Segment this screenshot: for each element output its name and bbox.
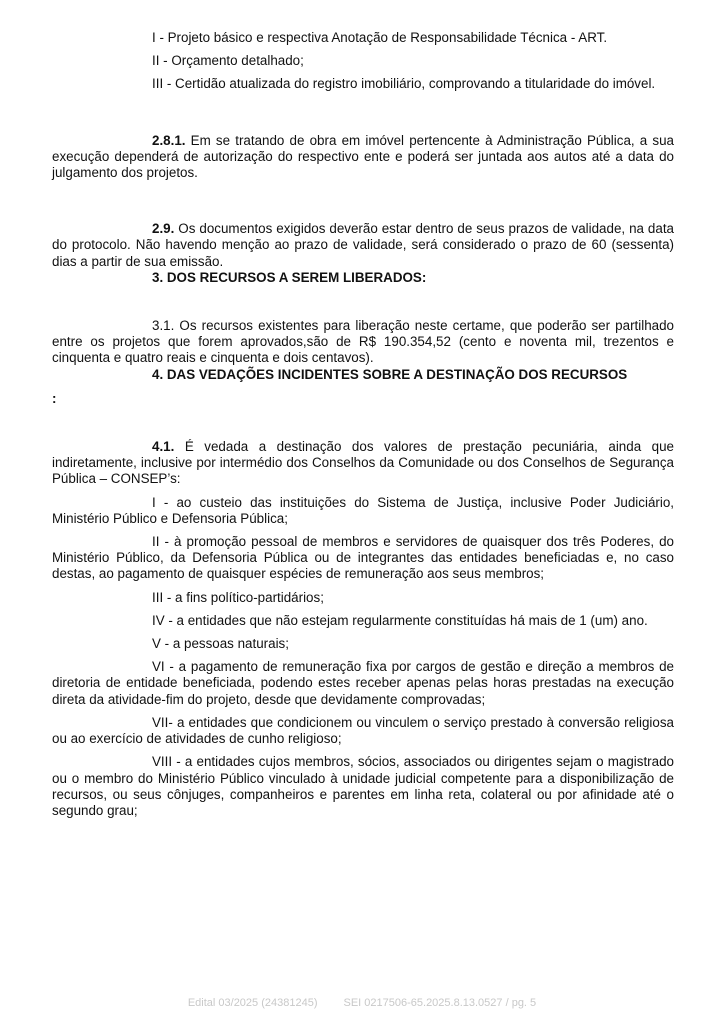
paragraph-text: Os documentos exigidos deverão estar dentro de seus prazos de validade, na data do protocolo. Não havendo menção ao prazo de validade, será considerado o prazo de 60 (sessenta) dias a partir de sua emissão. xyxy=(52,221,674,269)
list-item-iii: III - a fins político-partidários; xyxy=(152,589,324,605)
list-item-i: I - ao custeio das instituições do Sistema de Justiça, inclusive Poder Judiciário, Ministério Público e Defensoria Pública; xyxy=(52,494,674,526)
paragraph-2-9 xyxy=(52,221,674,270)
paragraph-2-8-1 xyxy=(52,133,674,182)
section-3-heading: 3. DOS RECURSOS A SEREM LIBERADOS: xyxy=(152,269,427,285)
item-ii-orcamento: II - Orçamento detalhado; xyxy=(152,53,304,69)
list-item-vi: VI - a pagamento de remuneração fixa por cargos de gestão e direção a membros de diretoria de entidade beneficiada, podendo estes receber apenas pelas horas prestadas na execução direta da atividade-fim do projeto, desde que devidamente comprovadas; xyxy=(52,659,674,707)
footer-edital: Edital 03/2025 (24381245) xyxy=(187,997,318,1009)
item-i-art: I - Projeto básico e respectiva Anotação de Responsabilidade Técnica - ART. xyxy=(152,30,608,45)
section-4-heading: 4. DAS VEDAÇÕES INCIDENTES SOBRE A DESTINAÇÃO DOS RECURSOS xyxy=(152,366,628,382)
document-body xyxy=(52,30,674,819)
section-number: 4.1. xyxy=(152,439,175,455)
list-item-v: V - a pessoas naturais; xyxy=(152,636,289,652)
list-item-vii: VII- a entidades que condicionem ou vinculem o serviço prestado à conversão religiosa ou ao exercício de atividades de cunho religioso; xyxy=(52,714,674,747)
section-number: 2.9. xyxy=(152,221,175,237)
paragraph-3-1: 3.1. Os recursos existentes para liberação neste certame, que poderão ser partilhado entre os projetos que forem aprovados,são de R$ 190.354,52 (cento e noventa mil, trezentos e cinquenta e quatro reais e cinquenta e dois centavos). xyxy=(52,318,674,366)
list-item-viii: VIII - a entidades cujos membros, sócios, associados ou dirigentes sejam o magistrado ou o membro do Ministério Público vinculado à unidade judicial competente para a disponibilização de recursos, ou seus cônjuges, companheiros e parentes em linha reta, colateral ou por afinidade até o segundo grau; xyxy=(52,754,674,818)
paragraph-text: É vedada a destinação dos valores de prestação pecuniária, ainda que indiretamente, inclusive por intermédio dos Conselhos da Comunidade ou dos Conselhos de Segurança Pública – CONSEP’s: xyxy=(52,439,674,487)
item-iii-certidao: III - Certidão atualizada do registro imobiliário, comprovando a titularidade do imóvel. xyxy=(152,76,656,92)
section-4-heading-colon: : xyxy=(52,390,57,406)
footer-sei: SEI 0217506-65.2025.8.13.0527 / pg. 5 xyxy=(343,997,537,1009)
paragraph-4-1 xyxy=(52,439,674,488)
list-item-ii: II - à promoção pessoal de membros e servidores de quaisquer dos três Poderes, do Ministério Público, da Defensoria Pública ou de integrantes das entidades beneficiadas e, no caso destas, ao pagamento de quaisquer espécies de remuneração aos seus membros; xyxy=(52,534,674,582)
section-number: 2.8.1. xyxy=(152,132,186,148)
list-item-iv: IV - a entidades que não estejam regularmente constituídas há mais de 1 (um) ano. xyxy=(152,612,648,628)
page-footer xyxy=(0,997,724,1009)
paragraph-text: Em se tratando de obra em imóvel pertencente à Administração Pública, a sua execução dependerá de autorização do respectivo ente e poderá ser juntada aos autos até a data do julgamento dos projetos. xyxy=(52,132,674,181)
